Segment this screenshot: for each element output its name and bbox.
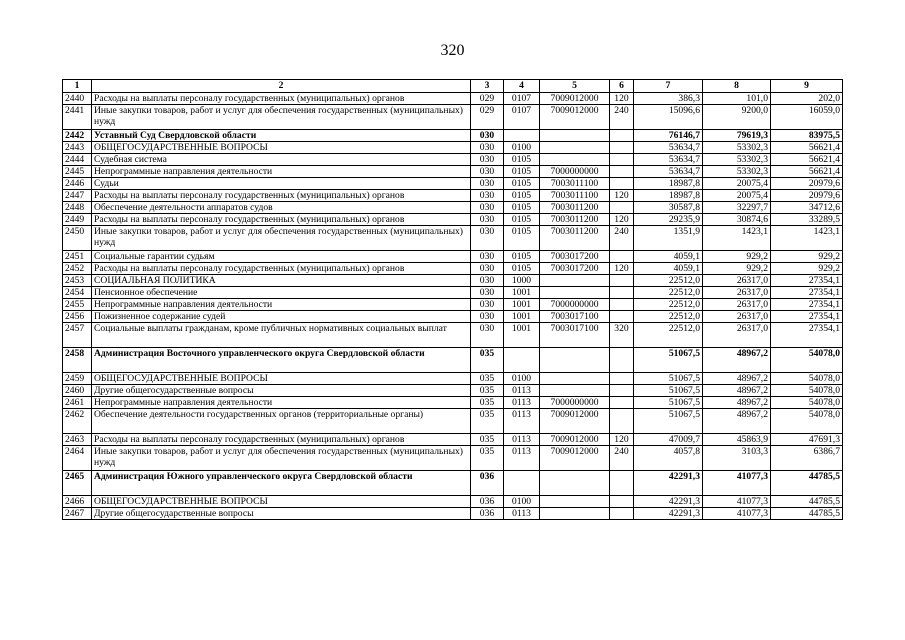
- row-name-cell: Судьи: [92, 178, 471, 190]
- table-row: [63, 397, 843, 409]
- target-article-cell: 7003017100: [540, 311, 610, 323]
- ministry-code-cell: 030: [471, 263, 504, 275]
- expense-type-cell: [610, 385, 634, 397]
- amount-col7-cell: 53634,7: [634, 166, 703, 178]
- expense-type-cell: 320: [610, 323, 634, 348]
- row-name-cell: ОБЩЕГОСУДАРСТВЕННЫЕ ВОПРОСЫ: [92, 496, 471, 508]
- ministry-code-cell: 036: [471, 508, 504, 520]
- amount-col8-cell: 101,0: [703, 93, 771, 105]
- row-name-cell: Пенсионное обеспечение: [92, 287, 471, 299]
- row-number-cell: 2441: [63, 105, 92, 130]
- ministry-code-cell: 030: [471, 287, 504, 299]
- section-code-cell: 0113: [504, 385, 540, 397]
- ministry-code-cell: 030: [471, 190, 504, 202]
- row-number-cell: 2467: [63, 508, 92, 520]
- expense-type-cell: 120: [610, 93, 634, 105]
- row-number-cell: 2444: [63, 154, 92, 166]
- amount-col8-cell: 20075,4: [703, 190, 771, 202]
- table-row: [63, 348, 843, 373]
- row-number-cell: 2461: [63, 397, 92, 409]
- table-row: [63, 263, 843, 275]
- target-article-cell: 7003017200: [540, 251, 610, 263]
- target-article-cell: 7003011100: [540, 178, 610, 190]
- table-row: [63, 226, 843, 251]
- expense-type-cell: 120: [610, 263, 634, 275]
- amount-col7-cell: 4059,1: [634, 263, 703, 275]
- row-number-cell: 2455: [63, 299, 92, 311]
- section-code-cell: 0100: [504, 373, 540, 385]
- ministry-code-cell: 030: [471, 275, 504, 287]
- target-article-cell: 7009012000: [540, 434, 610, 446]
- expense-type-cell: [610, 496, 634, 508]
- amount-col9-cell: 56621,4: [771, 154, 843, 166]
- section-code-cell: 0105: [504, 263, 540, 275]
- amount-col9-cell: 16059,0: [771, 105, 843, 130]
- table-row: [63, 446, 843, 471]
- target-article-cell: 7009012000: [540, 446, 610, 471]
- target-article-cell: [540, 496, 610, 508]
- expense-type-cell: [610, 409, 634, 434]
- ministry-code-cell: 030: [471, 166, 504, 178]
- amount-col9-cell: 33289,5: [771, 214, 843, 226]
- section-code-cell: 1001: [504, 299, 540, 311]
- amount-col8-cell: 26317,0: [703, 311, 771, 323]
- target-article-cell: [540, 275, 610, 287]
- target-article-cell: 7003011200: [540, 214, 610, 226]
- amount-col8-cell: 48967,2: [703, 409, 771, 434]
- amount-col8-cell: 48967,2: [703, 348, 771, 373]
- section-code-cell: 0100: [504, 142, 540, 154]
- expense-type-cell: [610, 154, 634, 166]
- amount-col7-cell: 51067,5: [634, 409, 703, 434]
- amount-col9-cell: 929,2: [771, 251, 843, 263]
- expense-type-cell: [610, 299, 634, 311]
- row-name-cell: Уставный Суд Свердловской области: [92, 130, 471, 142]
- table-row: [63, 287, 843, 299]
- table-row: [63, 178, 843, 190]
- ministry-code-cell: 036: [471, 496, 504, 508]
- row-name-cell: Социальные выплаты гражданам, кроме публичных нормативных социальных выплат: [92, 323, 471, 348]
- amount-col7-cell: 22512,0: [634, 275, 703, 287]
- header-row: [63, 80, 843, 93]
- row-number-cell: 2440: [63, 93, 92, 105]
- amount-col7-cell: 47009,7: [634, 434, 703, 446]
- amount-col9-cell: 20979,6: [771, 190, 843, 202]
- ministry-code-cell: 030: [471, 226, 504, 251]
- row-number-cell: 2462: [63, 409, 92, 434]
- row-name-cell: СОЦИАЛЬНАЯ ПОЛИТИКА: [92, 275, 471, 287]
- amount-col9-cell: 44785,5: [771, 508, 843, 520]
- row-number-cell: 2463: [63, 434, 92, 446]
- header-cell: 3: [471, 80, 504, 93]
- header-cell: 9: [771, 80, 843, 93]
- ministry-code-cell: 030: [471, 178, 504, 190]
- target-article-cell: [540, 508, 610, 520]
- amount-col9-cell: 56621,4: [771, 166, 843, 178]
- target-article-cell: 7009012000: [540, 105, 610, 130]
- ministry-code-cell: 035: [471, 373, 504, 385]
- section-code-cell: 1000: [504, 275, 540, 287]
- section-code-cell: 0113: [504, 397, 540, 409]
- expense-type-cell: [610, 373, 634, 385]
- amount-col7-cell: 1351,9: [634, 226, 703, 251]
- amount-col9-cell: 44785,5: [771, 496, 843, 508]
- ministry-code-cell: 035: [471, 348, 504, 373]
- section-code-cell: 0113: [504, 508, 540, 520]
- section-code-cell: 0107: [504, 105, 540, 130]
- ministry-code-cell: 029: [471, 105, 504, 130]
- amount-col7-cell: 51067,5: [634, 397, 703, 409]
- section-code-cell: 0107: [504, 93, 540, 105]
- section-code-cell: 0105: [504, 178, 540, 190]
- row-number-cell: 2443: [63, 142, 92, 154]
- table-row: [63, 311, 843, 323]
- table-row: [63, 299, 843, 311]
- expense-type-cell: [610, 178, 634, 190]
- row-name-cell: Расходы на выплаты персоналу государственных (муниципальных) органов: [92, 214, 471, 226]
- row-number-cell: 2448: [63, 202, 92, 214]
- amount-col8-cell: 3103,3: [703, 446, 771, 471]
- table-row: [63, 142, 843, 154]
- target-article-cell: 7000000000: [540, 397, 610, 409]
- amount-col9-cell: 20979,6: [771, 178, 843, 190]
- section-code-cell: 0105: [504, 226, 540, 251]
- row-name-cell: Иные закупки товаров, работ и услуг для обеспечения государственных (муниципальных) нужд: [92, 226, 471, 251]
- section-code-cell: 0100: [504, 496, 540, 508]
- amount-col8-cell: 30874,6: [703, 214, 771, 226]
- table-row: [63, 434, 843, 446]
- target-article-cell: [540, 130, 610, 142]
- target-article-cell: [540, 348, 610, 373]
- amount-col8-cell: 26317,0: [703, 275, 771, 287]
- row-number-cell: 2460: [63, 385, 92, 397]
- row-number-cell: 2446: [63, 178, 92, 190]
- amount-col9-cell: 27354,1: [771, 323, 843, 348]
- table-row: [63, 190, 843, 202]
- row-name-cell: Непрограммные направления деятельности: [92, 299, 471, 311]
- amount-col8-cell: 1423,1: [703, 226, 771, 251]
- row-name-cell: Непрограммные направления деятельности: [92, 166, 471, 178]
- row-number-cell: 2453: [63, 275, 92, 287]
- amount-col8-cell: 26317,0: [703, 287, 771, 299]
- ministry-code-cell: 035: [471, 434, 504, 446]
- table-row: [63, 214, 843, 226]
- row-name-cell: Другие общегосударственные вопросы: [92, 508, 471, 520]
- amount-col7-cell: 42291,3: [634, 471, 703, 496]
- section-code-cell: [504, 471, 540, 496]
- header-cell: 5: [540, 80, 610, 93]
- amount-col9-cell: 929,2: [771, 263, 843, 275]
- amount-col7-cell: 29235,9: [634, 214, 703, 226]
- expense-type-cell: 120: [610, 214, 634, 226]
- target-article-cell: [540, 373, 610, 385]
- ministry-code-cell: 030: [471, 154, 504, 166]
- expense-type-cell: [610, 348, 634, 373]
- section-code-cell: [504, 130, 540, 142]
- expense-type-cell: 240: [610, 226, 634, 251]
- section-code-cell: 0105: [504, 214, 540, 226]
- amount-col7-cell: 22512,0: [634, 323, 703, 348]
- amount-col9-cell: 54078,0: [771, 409, 843, 434]
- amount-col8-cell: 929,2: [703, 263, 771, 275]
- amount-col9-cell: 27354,1: [771, 275, 843, 287]
- row-name-cell: Обеспечение деятельности государственных органов (территориальные органы): [92, 409, 471, 434]
- table-row: [63, 409, 843, 434]
- row-number-cell: 2445: [63, 166, 92, 178]
- row-number-cell: 2450: [63, 226, 92, 251]
- amount-col7-cell: 51067,5: [634, 373, 703, 385]
- row-name-cell: Администрация Восточного управленческого округа Свердловской области: [92, 348, 471, 373]
- ministry-code-cell: 035: [471, 446, 504, 471]
- ministry-code-cell: 036: [471, 471, 504, 496]
- target-article-cell: 7003017200: [540, 263, 610, 275]
- header-cell: 6: [610, 80, 634, 93]
- header-cell: 8: [703, 80, 771, 93]
- row-name-cell: Администрация Южного управленческого округа Свердловской области: [92, 471, 471, 496]
- amount-col8-cell: 48967,2: [703, 373, 771, 385]
- amount-col8-cell: 41077,3: [703, 471, 771, 496]
- row-name-cell: Судебная система: [92, 154, 471, 166]
- amount-col7-cell: 4057,8: [634, 446, 703, 471]
- ministry-code-cell: 030: [471, 214, 504, 226]
- amount-col7-cell: 30587,8: [634, 202, 703, 214]
- budget-table: [62, 79, 843, 520]
- target-article-cell: 7003011100: [540, 190, 610, 202]
- section-code-cell: 1001: [504, 311, 540, 323]
- section-code-cell: 1001: [504, 323, 540, 348]
- amount-col7-cell: 4059,1: [634, 251, 703, 263]
- amount-col7-cell: 42291,3: [634, 496, 703, 508]
- amount-col8-cell: 41077,3: [703, 496, 771, 508]
- amount-col8-cell: 26317,0: [703, 323, 771, 348]
- row-number-cell: 2451: [63, 251, 92, 263]
- amount-col8-cell: 53302,3: [703, 154, 771, 166]
- row-number-cell: 2466: [63, 496, 92, 508]
- amount-col7-cell: 53634,7: [634, 154, 703, 166]
- amount-col9-cell: 34712,6: [771, 202, 843, 214]
- row-name-cell: Обеспечение деятельности аппаратов судов: [92, 202, 471, 214]
- row-name-cell: Иные закупки товаров, работ и услуг для обеспечения государственных (муниципальных) нужд: [92, 105, 471, 130]
- ministry-code-cell: 029: [471, 93, 504, 105]
- ministry-code-cell: 030: [471, 142, 504, 154]
- ministry-code-cell: 030: [471, 311, 504, 323]
- expense-type-cell: [610, 202, 634, 214]
- amount-col9-cell: 54078,0: [771, 397, 843, 409]
- row-number-cell: 2457: [63, 323, 92, 348]
- amount-col9-cell: 54078,0: [771, 373, 843, 385]
- amount-col8-cell: 48967,2: [703, 385, 771, 397]
- target-article-cell: [540, 287, 610, 299]
- page-number: 320: [440, 42, 465, 59]
- row-name-cell: ОБЩЕГОСУДАРСТВЕННЫЕ ВОПРОСЫ: [92, 142, 471, 154]
- row-number-cell: 2465: [63, 471, 92, 496]
- ministry-code-cell: 030: [471, 202, 504, 214]
- table-row: [63, 323, 843, 348]
- expense-type-cell: [610, 166, 634, 178]
- row-name-cell: Социальные гарантии судьям: [92, 251, 471, 263]
- amount-col9-cell: 54078,0: [771, 348, 843, 373]
- expense-type-cell: [610, 311, 634, 323]
- expense-type-cell: 120: [610, 434, 634, 446]
- amount-col8-cell: 53302,3: [703, 142, 771, 154]
- amount-col9-cell: 83975,5: [771, 130, 843, 142]
- expense-type-cell: 120: [610, 190, 634, 202]
- amount-col8-cell: 53302,3: [703, 166, 771, 178]
- section-code-cell: 0113: [504, 409, 540, 434]
- amount-col7-cell: 22512,0: [634, 299, 703, 311]
- ministry-code-cell: 035: [471, 385, 504, 397]
- target-article-cell: 7009012000: [540, 93, 610, 105]
- table-row: [63, 251, 843, 263]
- table-row: [63, 373, 843, 385]
- amount-col8-cell: 79619,3: [703, 130, 771, 142]
- row-number-cell: 2442: [63, 130, 92, 142]
- ministry-code-cell: 035: [471, 409, 504, 434]
- target-article-cell: 7009012000: [540, 409, 610, 434]
- target-article-cell: [540, 471, 610, 496]
- target-article-cell: [540, 154, 610, 166]
- section-code-cell: 0105: [504, 154, 540, 166]
- amount-col9-cell: 1423,1: [771, 226, 843, 251]
- amount-col7-cell: 51067,5: [634, 348, 703, 373]
- target-article-cell: 7003011200: [540, 226, 610, 251]
- row-number-cell: 2456: [63, 311, 92, 323]
- amount-col8-cell: 20075,4: [703, 178, 771, 190]
- amount-col9-cell: 202,0: [771, 93, 843, 105]
- amount-col7-cell: 18987,8: [634, 178, 703, 190]
- row-number-cell: 2449: [63, 214, 92, 226]
- target-article-cell: [540, 385, 610, 397]
- row-name-cell: ОБЩЕГОСУДАРСТВЕННЫЕ ВОПРОСЫ: [92, 373, 471, 385]
- header-cell: 7: [634, 80, 703, 93]
- expense-type-cell: 240: [610, 105, 634, 130]
- amount-col7-cell: 76146,7: [634, 130, 703, 142]
- target-article-cell: 7003017100: [540, 323, 610, 348]
- header-cell: 1: [63, 80, 92, 93]
- ministry-code-cell: 035: [471, 397, 504, 409]
- amount-col9-cell: 56621,4: [771, 142, 843, 154]
- section-code-cell: 0105: [504, 251, 540, 263]
- section-code-cell: 0105: [504, 166, 540, 178]
- row-number-cell: 2454: [63, 287, 92, 299]
- row-number-cell: 2452: [63, 263, 92, 275]
- amount-col9-cell: 54078,0: [771, 385, 843, 397]
- row-number-cell: 2447: [63, 190, 92, 202]
- section-code-cell: 0113: [504, 446, 540, 471]
- amount-col7-cell: 18987,8: [634, 190, 703, 202]
- ministry-code-cell: 030: [471, 323, 504, 348]
- row-number-cell: 2464: [63, 446, 92, 471]
- row-name-cell: Иные закупки товаров, работ и услуг для обеспечения государственных (муниципальных) нужд: [92, 446, 471, 471]
- table-row: [63, 496, 843, 508]
- row-name-cell: Расходы на выплаты персоналу государственных (муниципальных) органов: [92, 263, 471, 275]
- expense-type-cell: [610, 130, 634, 142]
- amount-col9-cell: 27354,1: [771, 311, 843, 323]
- target-article-cell: [540, 142, 610, 154]
- table-row: [63, 130, 843, 142]
- amount-col9-cell: 44785,5: [771, 471, 843, 496]
- section-code-cell: [504, 348, 540, 373]
- amount-col7-cell: 386,3: [634, 93, 703, 105]
- table-row: [63, 154, 843, 166]
- expense-type-cell: [610, 471, 634, 496]
- target-article-cell: 7000000000: [540, 166, 610, 178]
- table-row: [63, 471, 843, 496]
- table-row: [63, 275, 843, 287]
- expense-type-cell: 240: [610, 446, 634, 471]
- row-name-cell: Непрограммные направления деятельности: [92, 397, 471, 409]
- amount-col7-cell: 22512,0: [634, 287, 703, 299]
- row-name-cell: Расходы на выплаты персоналу государственных (муниципальных) органов: [92, 190, 471, 202]
- amount-col9-cell: 47691,3: [771, 434, 843, 446]
- table-row: [63, 202, 843, 214]
- row-name-cell: Расходы на выплаты персоналу государственных (муниципальных) органов: [92, 434, 471, 446]
- section-code-cell: 0113: [504, 434, 540, 446]
- table-row: [63, 105, 843, 130]
- row-number-cell: 2459: [63, 373, 92, 385]
- amount-col8-cell: 9200,0: [703, 105, 771, 130]
- table-row: [63, 166, 843, 178]
- amount-col8-cell: 26317,0: [703, 299, 771, 311]
- amount-col8-cell: 48967,2: [703, 397, 771, 409]
- amount-col8-cell: 45863,9: [703, 434, 771, 446]
- header-cell: 2: [92, 80, 471, 93]
- amount-col8-cell: 41077,3: [703, 508, 771, 520]
- ministry-code-cell: 030: [471, 251, 504, 263]
- target-article-cell: 7003011200: [540, 202, 610, 214]
- amount-col9-cell: 6386,7: [771, 446, 843, 471]
- expense-type-cell: [610, 287, 634, 299]
- table-row: [63, 385, 843, 397]
- table-row: [63, 93, 843, 105]
- ministry-code-cell: 030: [471, 130, 504, 142]
- target-article-cell: 7000000000: [540, 299, 610, 311]
- section-code-cell: 0105: [504, 202, 540, 214]
- amount-col7-cell: 53634,7: [634, 142, 703, 154]
- section-code-cell: 1001: [504, 287, 540, 299]
- expense-type-cell: [610, 251, 634, 263]
- row-name-cell: Пожизненное содержание судей: [92, 311, 471, 323]
- expense-type-cell: [610, 508, 634, 520]
- expense-type-cell: [610, 275, 634, 287]
- amount-col8-cell: 32297,7: [703, 202, 771, 214]
- amount-col7-cell: 51067,5: [634, 385, 703, 397]
- section-code-cell: 0105: [504, 190, 540, 202]
- row-name-cell: Другие общегосударственные вопросы: [92, 385, 471, 397]
- header-cell: 4: [504, 80, 540, 93]
- row-name-cell: Расходы на выплаты персоналу государственных (муниципальных) органов: [92, 93, 471, 105]
- table-body: [63, 93, 843, 520]
- row-number-cell: 2458: [63, 348, 92, 373]
- expense-type-cell: [610, 142, 634, 154]
- amount-col7-cell: 42291,3: [634, 508, 703, 520]
- expense-type-cell: [610, 397, 634, 409]
- amount-col8-cell: 929,2: [703, 251, 771, 263]
- amount-col9-cell: 27354,1: [771, 299, 843, 311]
- ministry-code-cell: 030: [471, 299, 504, 311]
- amount-col7-cell: 22512,0: [634, 311, 703, 323]
- amount-col7-cell: 15096,6: [634, 105, 703, 130]
- amount-col9-cell: 27354,1: [771, 287, 843, 299]
- table-row: [63, 508, 843, 520]
